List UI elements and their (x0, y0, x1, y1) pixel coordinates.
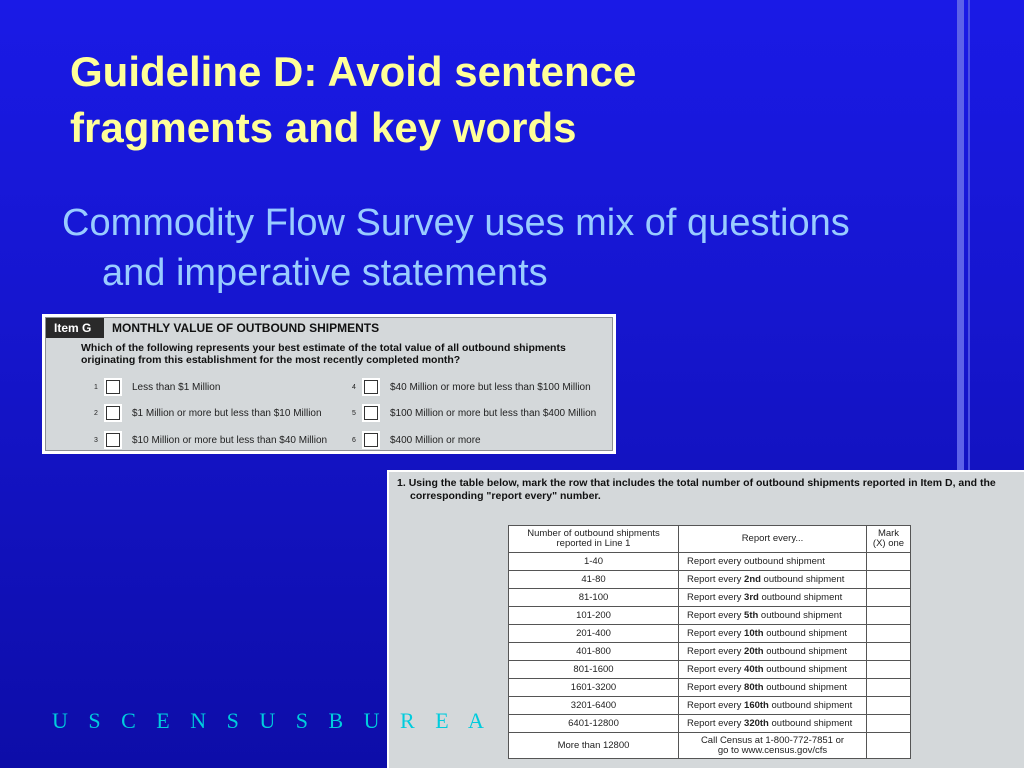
report-ordinal: 3rd (744, 592, 759, 603)
row-range: 801-1600 (509, 661, 679, 679)
option-label: $400 Million or more (390, 434, 481, 446)
option-2[interactable] (94, 404, 322, 422)
header-report-every: Report every... (679, 526, 867, 553)
report-suffix: outbound shipment (760, 574, 845, 585)
row-mark-cell[interactable] (867, 661, 911, 679)
row-report-every (679, 625, 867, 643)
census-bureau-logo: U S C E N S U S B U R E A (52, 708, 492, 733)
row-range: 6401-12800 (509, 715, 679, 733)
option-5[interactable] (352, 404, 596, 422)
title-line-2: fragments and key words (70, 104, 577, 151)
report-suffix: outbound shipment (763, 646, 848, 657)
report-every-table (508, 525, 911, 759)
table-row (509, 643, 911, 661)
row-range: 3201-6400 (509, 697, 679, 715)
report-suffix: outbound shipment (758, 592, 843, 603)
option-checkbox[interactable] (364, 380, 378, 394)
option-3[interactable] (94, 431, 327, 449)
option-checkbox[interactable] (106, 380, 120, 394)
item-g-question: Which of the following represents your best estimate of the total value of all outbound shipments originating from this establishment for the most recently completed month? (81, 342, 566, 366)
report-ordinal: 20th (744, 646, 764, 657)
row-mark-cell[interactable] (867, 697, 911, 715)
table-row (509, 679, 911, 697)
row-report-every (679, 607, 867, 625)
option-number: 5 (352, 409, 356, 417)
row-range: More than 12800 (509, 733, 679, 759)
row-mark-cell[interactable] (867, 715, 911, 733)
table-row (509, 553, 911, 571)
report-prefix: Report every (687, 664, 745, 675)
option-checkbox[interactable] (106, 406, 120, 420)
row-mark-cell[interactable] (867, 607, 911, 625)
contact-line-1: Call Census at 1-800-772-7851 or (700, 734, 845, 746)
row-range: 1601-3200 (509, 679, 679, 697)
report-suffix: outbound shipment (763, 664, 848, 675)
option-number: 4 (352, 383, 356, 391)
bullet-text: Commodity Flow Survey uses mix of questions and imperative statements (62, 202, 850, 294)
table-row (509, 607, 911, 625)
report-prefix: Report every (687, 574, 745, 585)
row-report-every (679, 643, 867, 661)
table-row (509, 625, 911, 643)
option-checkbox[interactable] (364, 406, 378, 420)
form-item-g-screenshot (42, 314, 616, 454)
row-mark-cell[interactable] (867, 679, 911, 697)
row-range: 1-40 (509, 553, 679, 571)
table-row (509, 661, 911, 679)
report-suffix: outbound shipment (763, 682, 848, 693)
report-ordinal: 160th (744, 700, 769, 711)
slide-title (70, 44, 890, 156)
row-report-every (679, 715, 867, 733)
row-mark-cell[interactable] (867, 553, 911, 571)
report-prefix: Report every (687, 646, 745, 657)
option-label: Less than $1 Million (132, 381, 221, 393)
option-checkbox[interactable] (106, 433, 120, 447)
option-label: $10 Million or more but less than $40 Million (132, 434, 328, 446)
row-report-every (679, 571, 867, 589)
row-range: 81-100 (509, 589, 679, 607)
item-g-tab: Item G (46, 318, 104, 338)
report-suffix: outbound shipment (763, 628, 848, 639)
row-mark-cell[interactable] (867, 643, 911, 661)
row-mark-cell[interactable] (867, 733, 911, 759)
option-number: 3 (94, 436, 98, 444)
option-label: $40 Million or more but less than $100 Million (390, 381, 591, 393)
question-number: 1. (397, 477, 406, 489)
row-report-every (679, 589, 867, 607)
option-number: 2 (94, 409, 98, 417)
report-ordinal: 320th (744, 718, 769, 729)
row-range: 401-800 (509, 643, 679, 661)
row-range: 41-80 (509, 571, 679, 589)
row-range: 201-400 (509, 625, 679, 643)
question-text: Using the table below, mark the row that includes the total number of outbound shipments reported in Item D, and the corresponding "report every" number. (408, 477, 996, 502)
option-label: $100 Million or more but less than $400 Million (390, 407, 597, 419)
table-row (509, 697, 911, 715)
form-item-g-panel (45, 317, 613, 451)
option-number: 1 (94, 383, 98, 391)
report-prefix: Report every (687, 610, 745, 621)
row-report-every (679, 661, 867, 679)
option-1[interactable] (94, 378, 220, 396)
report-prefix: Report every (687, 718, 745, 729)
table-row (509, 571, 911, 589)
row-report-every (679, 697, 867, 715)
report-ordinal: 5th (744, 610, 759, 621)
report-ordinal: 2nd (744, 574, 761, 585)
report-prefix: Report every (687, 682, 745, 693)
row-mark-cell[interactable] (867, 625, 911, 643)
report-ordinal: 80th (744, 682, 764, 693)
table-question (397, 477, 1022, 503)
report-suffix: outbound shipment (768, 718, 853, 729)
item-g-heading: MONTHLY VALUE OF OUTBOUND SHIPMENTS (112, 321, 380, 335)
row-mark-cell[interactable] (867, 571, 911, 589)
row-report-every (679, 553, 867, 571)
report-prefix: Report every (687, 628, 745, 639)
report-suffix: outbound shipment (758, 610, 842, 621)
option-4[interactable] (352, 378, 591, 396)
row-range: 101-200 (509, 607, 679, 625)
option-number: 6 (352, 436, 356, 444)
report-ordinal: 40th (744, 664, 764, 675)
option-label: $1 Million or more but less than $10 Million (132, 407, 322, 419)
report-prefix: Report every (687, 592, 745, 603)
report-ordinal: 10th (744, 628, 764, 639)
table-header-row (509, 526, 911, 553)
row-report-every (679, 679, 867, 697)
report-prefix: Report every (687, 700, 745, 711)
table-row-last (509, 733, 911, 759)
header-shipments: Number of outbound shipments reported in Line 1 (509, 526, 679, 553)
report-prefix: Report every outbound shipment (687, 556, 825, 567)
option-checkbox[interactable] (364, 433, 378, 447)
title-line-1: Guideline D: Avoid sentence (70, 48, 637, 95)
row-mark-cell[interactable] (867, 589, 911, 607)
table-row (509, 715, 911, 733)
row-contact (679, 733, 867, 759)
report-suffix: outbound shipment (768, 700, 853, 711)
table-row (509, 589, 911, 607)
option-6[interactable] (352, 431, 481, 449)
contact-line-2: go to www.census.gov/cfs (717, 744, 828, 756)
header-mark: Mark (X) one (867, 526, 911, 553)
